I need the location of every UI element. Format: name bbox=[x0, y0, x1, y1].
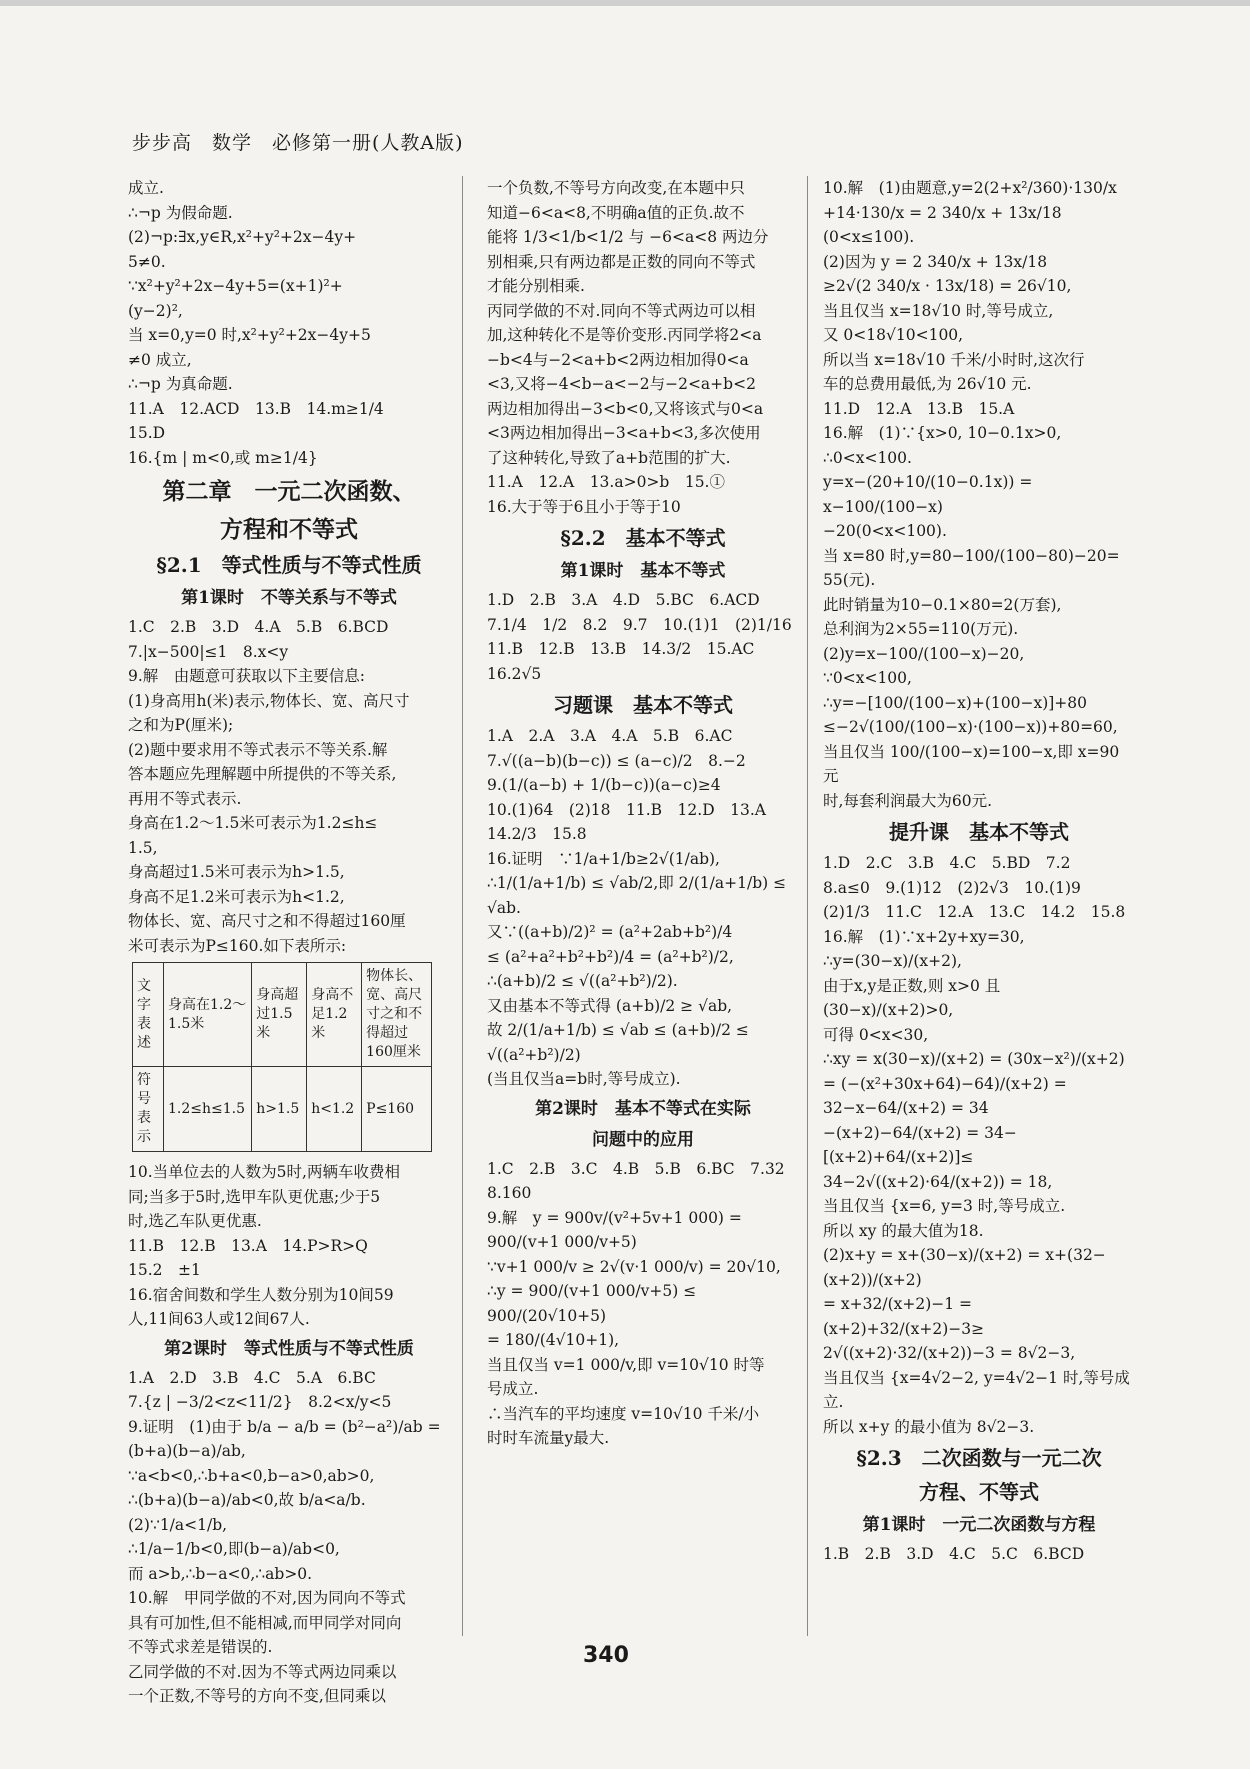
text-line: 身高不足1.2米可表示为h<1.2, bbox=[128, 887, 345, 906]
text-line: 又∵((a+b)/2)² = (a²+2ab+b²)/4 bbox=[487, 923, 733, 941]
text-line: ≤−2√(100/(100−x)·(100−x))+80=60, bbox=[823, 718, 1118, 736]
table-cell: h<1.2 bbox=[307, 1067, 362, 1152]
text-line: 1.C 2.B 3.C 4.B 5.B 6.BC 7.32 bbox=[487, 1159, 785, 1178]
column-divider bbox=[807, 176, 808, 1636]
text-line: 11.A 12.ACD 13.B 14.m≥1/4 bbox=[128, 399, 384, 418]
text-line: 又 0<18√10<100, bbox=[823, 326, 964, 344]
answer-block bbox=[487, 176, 799, 519]
lift-lesson-title: 提升课 基本不等式 bbox=[889, 820, 1069, 844]
chapter-title: 方程和不等式 bbox=[220, 516, 358, 543]
text-line: ∴¬p 为真命题. bbox=[128, 375, 233, 393]
text-line: 8.160 bbox=[487, 1184, 532, 1202]
answer-block bbox=[823, 176, 1135, 813]
text-line: 身高在1.2～1.5米可表示为1.2≤h≤ bbox=[128, 814, 378, 832]
table-cell: P≤160 bbox=[362, 1067, 432, 1152]
text-line: 所以 x+y 的最小值为 8√2−3. bbox=[823, 1417, 1035, 1436]
text-line: ≤ (a²+a²+b²+b²)/4 = (a²+b²)/2, bbox=[487, 947, 734, 966]
answer-block bbox=[128, 176, 450, 470]
text-line: 16.证明 ∵1/a+1/b≥2√(1/ab), bbox=[487, 849, 720, 868]
text-line: 时时车流量y最大. bbox=[487, 1429, 610, 1447]
text-line: ∵0<x<100, bbox=[823, 669, 912, 687]
table-cell: h>1.5 bbox=[252, 1067, 307, 1152]
text-line: ∴y=−[100/(100−x)+(100−x)]+80 bbox=[823, 693, 1088, 712]
text-line: 34−2√((x+2)·64/(x+2)) = 18, bbox=[823, 1172, 1053, 1191]
text-line: −20(0<x<100). bbox=[823, 522, 947, 540]
text-line: 8.a≤0 9.(1)12 (2)2√3 10.(1)9 bbox=[823, 878, 1081, 897]
text-line: 11.D 12.A 13.B 15.A bbox=[823, 399, 1015, 418]
text-line: 乙同学做的不对.因为不等式两边同乘以 bbox=[128, 1662, 397, 1681]
text-line: 9.(1/(a−b) + 1/(b−c))(a−c)≥4 bbox=[487, 776, 721, 794]
table-cell: 符号表示 bbox=[133, 1067, 164, 1152]
text-line: (b+a)(b−a)/ab, bbox=[128, 1442, 246, 1460]
text-line: <3,又将−4<b−a<−2与−2<a+b<2 bbox=[487, 375, 756, 393]
section-title: 方程、不等式 bbox=[919, 1480, 1039, 1504]
text-line: ∴¬p 为假命题. bbox=[128, 203, 233, 222]
text-line: −b<4与−2<a+b<2两边相加得0<a bbox=[487, 350, 749, 369]
text-line: 时,选乙车队更优惠. bbox=[128, 1212, 262, 1230]
text-line: 9.证明 (1)由于 b/a − a/b = (b²−a²)/ab = bbox=[128, 1417, 441, 1436]
exercise-title: 习题课 基本不等式 bbox=[553, 693, 733, 717]
text-line: 当且仅当 v=1 000/v,即 v=10√10 时等 bbox=[487, 1355, 765, 1374]
lesson-title: 第1课时 基本不等式 bbox=[560, 561, 726, 581]
answer-block bbox=[823, 1542, 1135, 1567]
text-line: 再用不等式表示. bbox=[128, 789, 242, 808]
text-line: ∴0<x<100. bbox=[823, 448, 912, 467]
table-row bbox=[133, 963, 432, 1067]
text-line: 1.D 2.B 3.A 4.D 5.BC 6.ACD bbox=[487, 591, 760, 609]
running-header: 步步高 数学 必修第一册(人教A版) bbox=[132, 132, 464, 154]
text-line: ∵x²+y²+2x−4y+5=(x+1)²+ bbox=[128, 277, 343, 295]
text-line: 所以当 x=18√10 千米/小时时,这次行 bbox=[823, 350, 1085, 369]
text-line: 又由基本不等式得 (a+b)/2 ≥ √ab, bbox=[487, 996, 733, 1015]
text-line: 人,11间63人或12间67人. bbox=[128, 1310, 310, 1328]
text-line: (2)¬p:∃x,y∈R,x²+y²+2x−4y+ bbox=[128, 228, 357, 246]
text-line: −(x+2)−64/(x+2) = 34−[(x+2)+64/(x+2)]≤ bbox=[823, 1123, 1017, 1166]
answer-block bbox=[823, 851, 1135, 1439]
text-line: 物体长、宽、高尺寸之和不得超过160厘 bbox=[128, 912, 406, 930]
table-row bbox=[133, 1067, 432, 1152]
text-line: 当且仅当 {x=4√2−2, y=4√2−1 时,等号成立. bbox=[823, 1368, 1130, 1411]
text-line: 同;当多于5时,选甲车队更优惠;少于5 bbox=[128, 1187, 381, 1206]
text-line: 此时销量为10−0.1×80=2(万套), bbox=[823, 595, 1062, 614]
text-line: 由于x,y是正数,则 x>0 且 (30−x)/(x+2)>0, bbox=[823, 976, 1006, 1019]
text-line: 15.D bbox=[128, 424, 166, 442]
text-line: 7.|x−500|≤1 8.x<y bbox=[128, 642, 289, 661]
text-line: 10.解 甲同学做的不对,因为同向不等式 bbox=[128, 1589, 406, 1607]
text-line: = x+32/(x+2)−1 = (x+2)+32/(x+2)−3≥ bbox=[823, 1295, 985, 1338]
text-line: ∵a<b<0,∴b+a<0,b−a>0,ab>0, bbox=[128, 1466, 375, 1485]
inequality-table bbox=[132, 962, 432, 1152]
text-line: ∴当汽车的平均速度 v=10√10 千米/小 bbox=[487, 1404, 760, 1423]
text-line: 10.(1)64 (2)18 11.B 12.D 13.A bbox=[487, 800, 766, 819]
text-line: 能将 1/3<1/b<1/2 与 −6<a<8 两边分 bbox=[487, 228, 769, 246]
text-line: ∴xy = x(30−x)/(x+2) = (30x−x²)/(x+2) bbox=[823, 1050, 1125, 1068]
text-line: ∴y = 900/(v+1 000/v+5) ≤ 900/(20√10+5) bbox=[487, 1282, 702, 1325]
lesson-title: 第1课时 一元二次函数与方程 bbox=[862, 1515, 1096, 1535]
text-line: 不等式求差是错误的. bbox=[128, 1638, 273, 1656]
text-line: (2)∵1/a<1/b, bbox=[128, 1515, 228, 1534]
table-cell: 物体长、宽、高尺寸之和不得超过160厘米 bbox=[362, 963, 432, 1067]
text-line: 10.当单位去的人数为5时,两辆车收费相 bbox=[128, 1163, 400, 1181]
text-line: 所以 xy 的最大值为18. bbox=[823, 1221, 984, 1240]
text-line: 16.大于等于6且小于等于10 bbox=[487, 497, 681, 516]
section-title: §2.1 等式性质与不等式性质 bbox=[156, 553, 422, 577]
text-line: 可得 0<x<30, bbox=[823, 1025, 929, 1044]
text-line: (2)题中要求用不等式表示不等关系.解 bbox=[128, 740, 388, 759]
text-line: 7.√((a−b)(b−c)) ≤ (a−c)/2 8.−2 bbox=[487, 751, 746, 770]
section-title: §2.2 基本不等式 bbox=[560, 526, 726, 550]
text-line: (1)身高用h(米)表示,物体长、宽、高尺寸 bbox=[128, 691, 410, 710]
text-line: 当且仅当 {x=6, y=3 时,等号成立. bbox=[823, 1197, 1066, 1215]
page-number: 340 bbox=[583, 1643, 629, 1668]
text-line: (2)x+y = x+(30−x)/(x+2) = x+(32−(x+2))/(x+2) bbox=[823, 1246, 1106, 1289]
text-line: 故 2/(1/a+1/b) ≤ √ab ≤ (a+b)/2 ≤ √((a²+b²)/2) bbox=[487, 1021, 754, 1064]
text-line: 号成立. bbox=[487, 1380, 539, 1398]
text-line: 丙同学做的不对.同向不等式两边可以相 bbox=[487, 301, 756, 320]
text-line: 16.{m | m<0,或 m≥1/4} bbox=[128, 448, 318, 467]
text-line: 14.2/3 15.8 bbox=[487, 825, 587, 843]
text-line: 一个正数,不等号的方向不变,但同乘以 bbox=[128, 1687, 386, 1705]
text-line: ∵v+1 000/v ≥ 2√(v·1 000/v) = 20√10, bbox=[487, 1257, 781, 1276]
text-line: 具有可加性,但不能相减,而甲同学对同向 bbox=[128, 1613, 402, 1632]
text-line: 16.解 (1)∵x+2y+xy=30, bbox=[823, 927, 1025, 946]
text-line: 16.解 (1)∵{x>0, 10−0.1x>0, bbox=[823, 424, 1062, 442]
text-line: 知道−6<a<8,不明确a值的正负.故不 bbox=[487, 203, 745, 222]
table-cell: 身高在1.2～1.5米 bbox=[164, 963, 252, 1067]
text-line: 车的总费用最低,为 26√10 元. bbox=[823, 375, 1032, 393]
text-line: 15.2 ±1 bbox=[128, 1261, 201, 1279]
text-line: ∴1/(1/a+1/b) ≤ √ab/2,即 2/(1/a+1/b) ≤ √ab. bbox=[487, 874, 792, 917]
text-line: ≥2√(2 340/x · 13x/18) = 26√10, bbox=[823, 277, 1072, 295]
text-line: 1.C 2.B 3.D 4.A 5.B 6.BCD bbox=[128, 618, 389, 636]
text-line: 成立. bbox=[128, 179, 164, 197]
text-line: 才能分别相乘. bbox=[487, 277, 585, 295]
column-right bbox=[823, 176, 1135, 1636]
text-line: 之和为P(厘米); bbox=[128, 716, 234, 734]
text-line: 答本题应先理解题中所提供的不等关系, bbox=[128, 765, 397, 783]
text-line: 了这种转化,导致了a+b范围的扩大. bbox=[487, 448, 731, 467]
text-line: 1.D 2.C 3.B 4.C 5.BD 7.2 bbox=[823, 854, 1071, 872]
text-line: 1.A 2.D 3.B 4.C 5.A 6.BC bbox=[128, 1368, 376, 1387]
text-line: ∴1/a−1/b<0,即(b−a)/ab<0, bbox=[128, 1540, 340, 1558]
text-line: 米可表示为P≤160.如下表所示: bbox=[128, 936, 347, 955]
text-line: 1.5, bbox=[128, 838, 158, 857]
table-cell: 身高不足1.2米 bbox=[307, 963, 362, 1067]
text-line: ∴(a+b)/2 ≤ √((a²+b²)/2). bbox=[487, 972, 678, 990]
text-line: 身高超过1.5米可表示为h>1.5, bbox=[128, 863, 345, 881]
text-line: ∴(b+a)(b−a)/ab<0,故 b/a<a/b. bbox=[128, 1491, 366, 1509]
text-line: 当 x=0,y=0 时,x²+y²+2x−4y+5 bbox=[128, 326, 371, 344]
lesson-title: 第1课时 不等关系与不等式 bbox=[181, 588, 397, 608]
text-line: 一个负数,不等号方向改变,在本题中只 bbox=[487, 179, 745, 197]
text-line: 55(元). bbox=[823, 571, 876, 589]
text-line: 当且仅当 x=18√10 时,等号成立, bbox=[823, 301, 1054, 320]
text-line: 11.B 12.B 13.A 14.P>R>Q bbox=[128, 1236, 368, 1255]
text-line: 当且仅当 100/(100−x)=100−x,即 x=90 元 bbox=[823, 742, 1125, 785]
lesson-title: 第2课时 基本不等式在实际 bbox=[535, 1098, 751, 1119]
text-line: 10.解 (1)由题意,y=2(2+x²/360)·130/x bbox=[823, 179, 1117, 197]
text-line: 16.宿舍间数和学生人数分别为10间59 bbox=[128, 1285, 394, 1304]
text-line: 11.A 12.A 13.a>0>b 15.① bbox=[487, 473, 725, 491]
text-line: (2)1/3 11.C 12.A 13.C 14.2 15.8 bbox=[823, 903, 1126, 921]
text-line: 加,这种转化不是等价变形.丙同学将2<a bbox=[487, 326, 762, 344]
text-line: (2)因为 y = 2 340/x + 13x/18 bbox=[823, 252, 1048, 271]
text-line: (当且仅当a=b时,等号成立). bbox=[487, 1070, 681, 1088]
column-divider bbox=[462, 176, 463, 1636]
text-line: 两边相加得出−3<b<0,又将该式与0<a bbox=[487, 399, 764, 418]
table-cell: 1.2≤h≤1.5 bbox=[164, 1067, 252, 1152]
text-line: 1.A 2.A 3.A 4.A 5.B 6.AC bbox=[487, 727, 733, 745]
column-left bbox=[128, 176, 450, 1705]
table-cell: 身高超过1.5米 bbox=[252, 963, 307, 1067]
text-line: 2√((x+2)·32/(x+2))−3 = 8√2−3, bbox=[823, 1344, 1076, 1362]
text-line: = (−(x²+30x+64)−64)/(x+2) = 32−x−64/(x+2) = 34 bbox=[823, 1074, 1072, 1117]
column-middle bbox=[487, 176, 799, 1636]
text-line: ∴y=(30−x)/(x+2), bbox=[823, 952, 962, 970]
text-line: (y−2)², bbox=[128, 301, 183, 320]
text-line: y=x−(20+10/(10−0.1x)) = x−100/(100−x) bbox=[823, 473, 1038, 516]
text-line: 5≠0. bbox=[128, 252, 166, 271]
text-line: 7.1/4 1/2 8.2 9.7 10.(1)1 (2)1/16 bbox=[487, 615, 792, 634]
text-line: 当 x=80 时,y=80−100/(100−80)−20= bbox=[823, 546, 1120, 565]
answer-block bbox=[487, 1157, 799, 1451]
answer-block bbox=[128, 1366, 450, 1709]
text-line: 1.B 2.B 3.D 4.C 5.C 6.BCD bbox=[823, 1545, 1085, 1563]
table-cell: 文字表述 bbox=[133, 963, 164, 1067]
text-line: <3两边相加得出−3<a+b<3,多次使用 bbox=[487, 424, 761, 442]
text-line: (2)y=x−100/(100−x)−20, bbox=[823, 644, 1025, 663]
text-line: 11.B 12.B 13.B 14.3/2 15.AC 16.2√5 bbox=[487, 640, 770, 683]
text-line: = 180/(4√10+1), bbox=[487, 1331, 620, 1349]
answer-block bbox=[128, 1160, 450, 1332]
answer-block bbox=[487, 588, 799, 686]
chapter-title: 第二章 一元二次函数、 bbox=[162, 478, 416, 505]
lesson-title: 问题中的应用 bbox=[592, 1129, 694, 1150]
text-line: ≠0 成立, bbox=[128, 350, 192, 369]
text-line: +14·130/x = 2 340/x + 13x/18 (0<x≤100). bbox=[823, 203, 1067, 246]
section-title: §2.3 二次函数与一元二次 bbox=[856, 1446, 1102, 1470]
answer-block bbox=[487, 724, 799, 1092]
lesson-title: 第2课时 等式性质与不等式性质 bbox=[164, 1338, 414, 1359]
text-line: 别相乘,只有两边都是正数的同向不等式 bbox=[487, 252, 756, 271]
text-line: 而 a>b,∴b−a<0,∴ab>0. bbox=[128, 1564, 313, 1583]
text-line: 9.解 y = 900v/(v²+5v+1 000) = 900/(v+1 000/v+5) bbox=[487, 1208, 747, 1251]
text-line: 7.{z | −3/2<z<11/2} 8.2<x/y<5 bbox=[128, 1393, 392, 1411]
page-top-edge bbox=[0, 0, 1250, 6]
answer-block bbox=[128, 615, 450, 958]
text-line: 9.解 由题意可获取以下主要信息: bbox=[128, 667, 366, 685]
text-line: 时,每套利润最大为60元. bbox=[823, 791, 993, 810]
text-line: 总利润为2×55=110(万元). bbox=[823, 620, 1019, 638]
